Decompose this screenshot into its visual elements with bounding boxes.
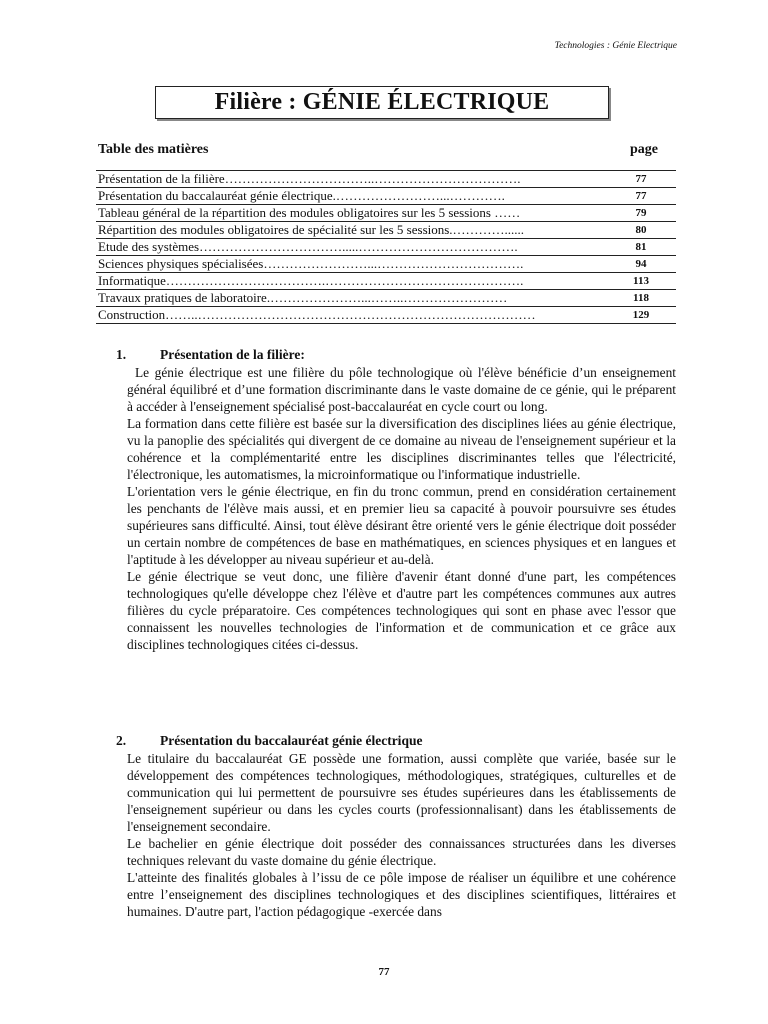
toc-entry-page: 129 — [606, 307, 677, 324]
toc-entry-label: Informatique……………………………….………………………………………. — [96, 273, 606, 290]
toc-entry-label: Travaux pratiques de laboratoire.…………………...……..…………………… — [96, 290, 606, 307]
toc-entry-page: 77 — [606, 171, 677, 188]
paragraph: L'orientation vers le génie électrique, en fin du tronc commun, prend en considération certainement les penchants de l'élève mais aussi, et en premier lieu sa capacité à pouvoir poursuivre ses études supérieures sans difficulté. Ainsi, tout élève désirant être orienté vers le génie électrique doit posséder un certain nombre de compétences de base en mathématiques, en sciences physiques et en langues et l'aptitude à les développer au niveau supérieur et au-delà. — [127, 484, 676, 567]
page-title: Filière : GÉNIE ÉLECTRIQUE — [214, 89, 550, 115]
toc-entry-label: Tableau général de la répartition des modules obligatoires sur les 5 sessions …… — [96, 205, 606, 222]
paragraph: La formation dans cette filière est basée sur la diversification des disciplines liées au génie électrique, vu la panoplie des spécialités qui divergent de ce domaine au niveau de l'enseignement supérieur et la cohérence et la complémentarité entre les disciplines discriminantes telles que l'électricité, l'électronique, les automatismes, la microinformatique ou l'informatique industrielle. — [127, 416, 676, 482]
toc-entry-page: 80 — [606, 222, 677, 239]
section-heading — [116, 733, 422, 749]
toc-table — [96, 170, 676, 324]
title-box — [155, 86, 609, 119]
toc-entry-page: 81 — [606, 239, 677, 256]
toc-entry-page: 77 — [606, 188, 677, 205]
paragraph: Le bachelier en génie électrique doit posséder des connaissances structurées dans les diverses techniques relevant du vaste domaine du génie électrique. — [127, 836, 676, 868]
toc-heading: Table des matières — [98, 142, 209, 157]
toc-row — [96, 171, 676, 188]
section-body — [127, 364, 676, 653]
paragraph: Le titulaire du baccalauréat GE possède une formation, aussi complète que variée, basée sur le développement des compétences technologiques, méthodologiques, stratégiques, culturelles et de communication qui lui permettent de poursuivre ses études supérieures dans les établissements de l'enseignement supérieur ou dans les cycles courts (professionnalisant) dans les établissements de l'enseignement secondaire. — [127, 751, 676, 834]
toc-row — [96, 239, 676, 256]
toc-row — [96, 188, 676, 205]
page-number: 77 — [378, 966, 390, 978]
toc-entry-page: 94 — [606, 256, 677, 273]
toc-entry-label: Répartition des modules obligatoires de spécialité sur les 5 sessions.…………...... — [96, 222, 606, 239]
toc-row — [96, 290, 676, 307]
toc-header — [98, 142, 676, 158]
toc-entry-page: 113 — [606, 273, 677, 290]
toc-entry-label: Sciences physiques spécialisées……………………...……………………………. — [96, 256, 606, 273]
toc-entry-page: 118 — [606, 290, 677, 307]
section-number: 2. — [116, 733, 127, 748]
section-heading — [116, 347, 305, 363]
toc-row — [96, 273, 676, 290]
toc-entry-label: Construction……..…………………………………………………………………… — [96, 307, 606, 324]
paragraph: Le génie électrique est une filière du pôle technologique où l'élève bénéficie d’un enseignement général équilibré et d’une formation discriminante dans le vaste domaine de ce génie, qui le préparent à accéder à l'enseignement spécialisé post-baccalauréat en cycle court ou long. — [127, 365, 676, 414]
paragraph: L'atteinte des finalités globales à l’issu de ce pôle impose de réaliser un équilibre et une cohérence entre l’enseignement des disciplines technologiques et des disciplines scientifiques, littéraires et humaines. D'autre part, l'action pédagogique -exercée dans — [127, 870, 676, 919]
toc-entry-label: Etude des systèmes…………………………….....………………………………. — [96, 239, 606, 256]
toc-row — [96, 307, 676, 324]
toc-entry-page: 79 — [606, 205, 677, 222]
paragraph: Le génie électrique se veut donc, une filière d'avenir étant donné d'une part, les compétences technologiques qu'elle développe chez l'élève et d'autre part les compétences communes aux autres filières du cycle préparatoire. Ces compétences technologiques qui sont en phase avec l'essor que connaissent les nouvelles technologies de l'information et de communication et ce grâce aux disciplines technologiques citées ci-dessus. — [127, 569, 676, 652]
section-body — [127, 750, 676, 920]
toc-entry-label: Présentation du baccalauréat génie électrique.……………………...…………. — [96, 188, 606, 205]
toc-row — [96, 256, 676, 273]
toc-row — [96, 222, 676, 239]
running-header: Technologies : Génie Electrique — [554, 41, 677, 51]
section-title: Présentation de la filière: — [160, 347, 305, 362]
section-title: Présentation du baccalauréat génie électrique — [160, 733, 423, 748]
section-number: 1. — [116, 347, 127, 362]
toc-entry-label: Présentation de la filière……………………………..……………………………. — [96, 171, 606, 188]
toc-row — [96, 205, 676, 222]
toc-page-heading: page — [630, 142, 658, 157]
